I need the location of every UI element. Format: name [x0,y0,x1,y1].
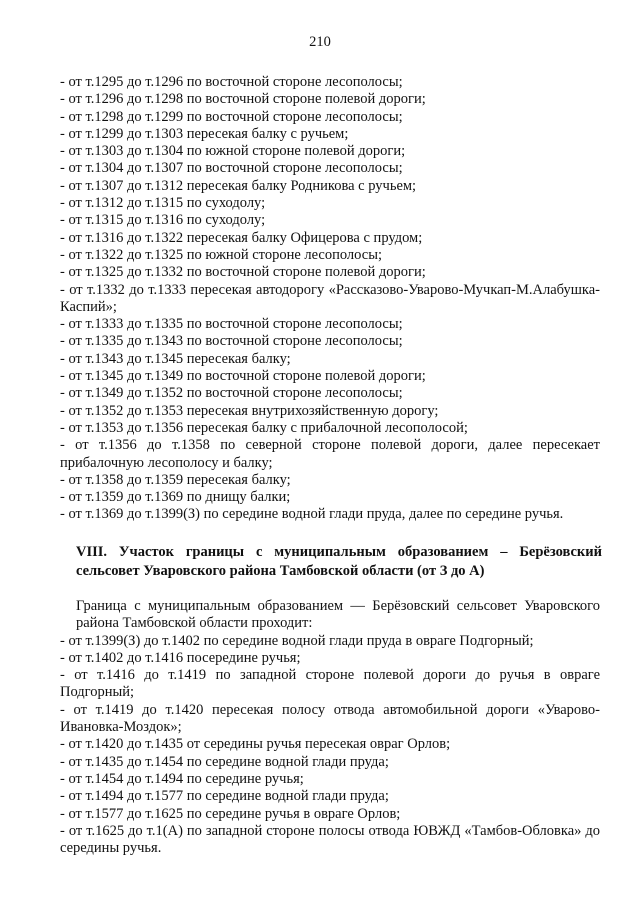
list-item: - от т.1359 до т.1369 по днищу балки; [60,489,291,506]
list-item: - от т.1402 до т.1416 посередине ручья; [60,649,301,666]
list-item: - от т.1335 до т.1343 по восточной стороне лесополосы; [60,333,403,350]
boundary-list-1 [60,74,600,524]
list-item: - от т.1356 до т.1358 по северной стороне полевой дороги, далее пересекает прибалочную лесополосу и балку; [60,437,600,471]
list-item: - от т.1349 до т.1352 по восточной стороне лесополосы; [60,385,403,402]
list-item: - от т.1419 до т.1420 пересекая полосу отвода автомобильной дороги «Уварово-Ивановка-Моздок»; [60,701,600,736]
list-item: - от т.1312 до т.1315 по суходолу; [60,195,266,212]
list-item: - от т.1304 до т.1307 по восточной стороне лесополосы; [60,160,403,177]
list-item: - от т.1332 до т.1333 пересекая автодорогу «Рассказово-Уварово-Мучкап-М.Алабушка-Каспий»; [60,281,600,315]
list-item: - от т.1295 до т.1296 по восточной стороне лесополосы; [60,74,403,90]
list-item: - от т.1399(З) до т.1402 по середине водной глади пруда в овраге Подгорный; [60,632,534,649]
page-number: 210 [309,34,331,50]
list-item: - от т.1345 до т.1349 по восточной стороне полевой дороги; [60,368,426,385]
list-item: - от т.1416 до т.1419 по западной стороне полевой дороги до ручья в овраге Подгорный; [60,667,600,701]
list-item: - от т.1315 до т.1316 по суходолу; [60,212,266,229]
list-item: - от т.1325 до т.1332 по восточной стороне полевой дороги; [60,264,426,281]
list-item: - от т.1333 до т.1335 по восточной стороне лесополосы; [60,316,403,333]
list-item: - от т.1494 до т.1577 по середине водной глади пруда; [60,788,389,805]
list-item: - от т.1420 до т.1435 от середины ручья пересекая овраг Орлов; [60,736,451,753]
list-item: - от т.1358 до т.1359 пересекая балку; [60,471,291,488]
list-item: - от т.1353 до т.1356 пересекая балку с прибалочной лесополосой; [60,419,468,436]
section-heading: VIII. Участок границы с муниципальным образованием – Берёзовский сельсовет Уваровского района Тамбовской области (от З до А) [76,544,602,579]
list-item: - от т.1369 до т.1399(З) по середине водной глади пруда, далее по середине ручья. [60,506,564,523]
list-item: - от т.1577 до т.1625 по середине ручья в овраге Орлов; [60,805,401,822]
list-item: - от т.1299 до т.1303 пересекая балку с ручьем; [60,125,349,142]
list-item: - от т.1307 до т.1312 пересекая балку Родникова с ручьем; [60,177,417,194]
list-item: - от т.1298 до т.1299 по восточной стороне лесополосы; [60,108,403,125]
list-item: - от т.1303 до т.1304 по южной стороне полевой дороги; [60,143,406,160]
boundary-list-2 [60,598,600,857]
section-intro: Граница с муниципальным образованием — Берёзовский сельсовет Уваровского района Тамбовской области проходит: [76,598,600,632]
list-item: - от т.1316 до т.1322 пересекая балку Офицерова с прудом; [60,229,423,246]
list-item: - от т.1296 до т.1298 по восточной стороне полевой дороги; [60,91,426,108]
list-item: - от т.1352 до т.1353 пересекая внутрихозяйственную дорогу; [60,402,439,419]
list-item: - от т.1625 до т.1(А) по западной стороне полосы отвода ЮВЖД «Тамбов-Обловка» до середины ручья. [60,822,600,857]
list-item: - от т.1322 до т.1325 по южной стороне лесополосы; [60,246,382,263]
list-item: - от т.1435 до т.1454 по середине водной глади пруда; [60,753,389,770]
list-item: - от т.1343 до т.1345 пересекая балку; [60,350,291,367]
list-item: - от т.1454 до т.1494 по середине ручья; [60,770,304,787]
